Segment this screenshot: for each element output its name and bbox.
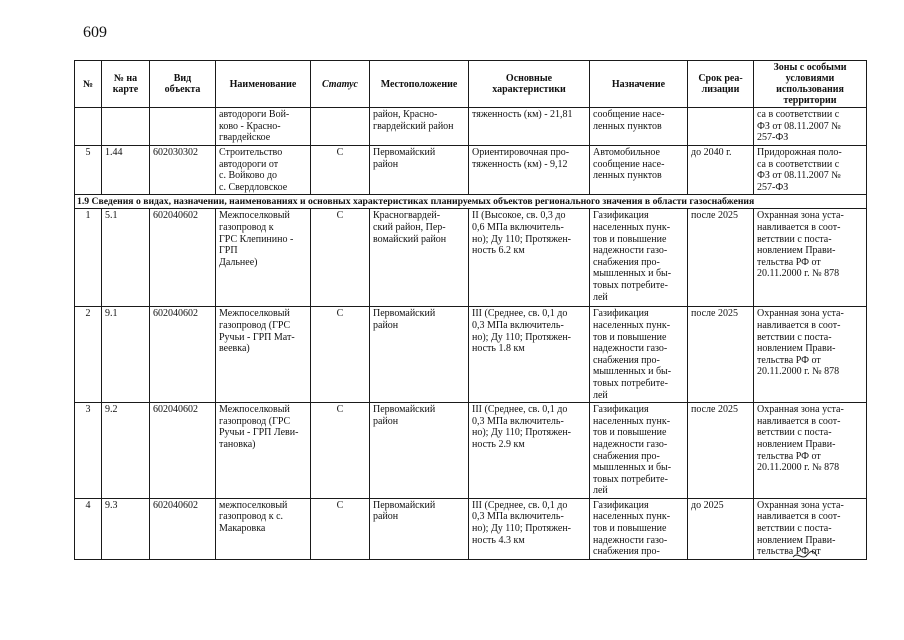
header-no: № [75, 61, 102, 108]
header-characteristics: Основные характеристики [469, 61, 590, 108]
cell-purpose: Газификация населенных пунк- тов и повышение надежности газо- снабжения про- мышленных и бы- товых потребите- лей [590, 403, 688, 499]
cell-status: С [311, 307, 370, 403]
cell-no [75, 108, 102, 146]
cell-characteristics: Ориентировочная про- тяженность (км) - 9,12 [469, 146, 590, 195]
table-header-row [75, 61, 867, 108]
header-term: Срок реа- лизации [688, 61, 754, 108]
cell-name: Межпоселковый газопровод (ГРС Ручьи - ГРП Леви- тановка) [216, 403, 311, 499]
cell-term: до 2040 г. [688, 146, 754, 195]
header-object-type: Вид объекта [150, 61, 216, 108]
cell-status: С [311, 146, 370, 195]
table-row [75, 498, 867, 559]
table-row [75, 403, 867, 499]
cell-name: Межпоселковый газопровод к ГРС Клепинино - ГРП Дальнее) [216, 209, 311, 307]
cell-zones: Придорожная поло- са в соответствии с ФЗ от 08.11.2007 № 257-ФЗ [754, 146, 867, 195]
cell-characteristics: тяженность (км) - 21,81 [469, 108, 590, 146]
cell-purpose: Газификация населенных пунк- тов и повышение надежности газо- снабжения про- мышленных и бы- товых потребите- лей [590, 209, 688, 307]
cell-map-no: 9.3 [102, 498, 150, 559]
cell-no: 5 [75, 146, 102, 195]
cell-map-no: 5.1 [102, 209, 150, 307]
cell-map-no: 9.1 [102, 307, 150, 403]
cell-purpose: Газификация населенных пунк- тов и повышение надежности газо- снабжения про- мышленных и бы- товых потребите- лей [590, 307, 688, 403]
section-heading-row [75, 195, 867, 209]
cell-name: автодороги Вой- ково - Красно- гвардейское [216, 108, 311, 146]
cell-object-type: 602040602 [150, 498, 216, 559]
cell-purpose: Автомобильное сообщение насе- ленных пунктов [590, 146, 688, 195]
cell-zones: Охранная зона уста- навливается в соот- ветствии с поста- новлением Прави- тельства РФ от [754, 498, 867, 559]
cell-name: Строительство автодороги от с. Войково до с. Свердловское [216, 146, 311, 195]
cell-no: 4 [75, 498, 102, 559]
header-zones: Зоны с особыми условиями использования территории [754, 61, 867, 108]
cell-status: С [311, 498, 370, 559]
header-status: Статус [311, 61, 370, 108]
section-title: 1.9 Сведения о видах, назначении, наименованиях и основных характеристиках планируемых объектов регионального значения в области газоснабжения [75, 195, 867, 209]
cell-zones: Охранная зона уста- навливается в соот- ветствии с поста- новлением Прави- тельства РФ от 20.11.2000 г. № 878 [754, 307, 867, 403]
header-map-no: № на карте [102, 61, 150, 108]
header-name: Наименование [216, 61, 311, 108]
cell-characteristics: III (Среднее, св. 0,1 до 0,3 МПа включитель- но); Ду 110; Протяжен- ность 4.3 км [469, 498, 590, 559]
cell-term [688, 108, 754, 146]
table-row [75, 307, 867, 403]
cell-map-no: 1.44 [102, 146, 150, 195]
cell-location: Первомайский район [370, 403, 469, 499]
cell-status: С [311, 403, 370, 499]
cell-map-no: 9.2 [102, 403, 150, 499]
table-row [75, 209, 867, 307]
cell-purpose: сообщение насе- ленных пунктов [590, 108, 688, 146]
cell-object-type: 602040602 [150, 209, 216, 307]
cell-map-no [102, 108, 150, 146]
cell-term: после 2025 [688, 403, 754, 499]
cell-characteristics: III (Среднее, св. 0,1 до 0,3 МПа включитель- но); Ду 110; Протяжен- ность 1.8 км [469, 307, 590, 403]
cell-term: после 2025 [688, 209, 754, 307]
header-purpose: Назначение [590, 61, 688, 108]
cell-object-type: 602040602 [150, 403, 216, 499]
header-location: Местоположение [370, 61, 469, 108]
cell-zones: Охранная зона уста- навливается в соот- ветствии с поста- новлением Прави- тельства РФ от 20.11.2000 г. № 878 [754, 209, 867, 307]
cell-name: межпоселковый газопровод к с. Макаровка [216, 498, 311, 559]
cell-zones: Охранная зона уста- навливается в соот- ветствии с поста- новлением Прави- тельства РФ от 20.11.2000 г. № 878 [754, 403, 867, 499]
cell-term: после 2025 [688, 307, 754, 403]
cell-object-type [150, 108, 216, 146]
cell-location: Первомайский район [370, 498, 469, 559]
cell-term: до 2025 [688, 498, 754, 559]
cell-object-type: 602030302 [150, 146, 216, 195]
page-number: 609 [83, 24, 107, 41]
cell-characteristics: II (Высокое, св. 0,3 до 0,6 МПа включитель- но); Ду 110; Протяжен- ность 6.2 км [469, 209, 590, 307]
cell-location: Красногвардей- ский район, Пер- вомайский район [370, 209, 469, 307]
cell-zones: са в соответствии с ФЗ от 08.11.2007 № 257-ФЗ [754, 108, 867, 146]
cell-location: Первомайский район [370, 146, 469, 195]
cell-purpose: Газификация населенных пунк- тов и повышение надежности газо- снабжения про- [590, 498, 688, 559]
cell-no: 3 [75, 403, 102, 499]
cell-no: 2 [75, 307, 102, 403]
cell-status: С [311, 209, 370, 307]
cell-no: 1 [75, 209, 102, 307]
cell-name: Межпоселковый газопровод (ГРС Ручьи - ГРП Мат- веевка) [216, 307, 311, 403]
cell-location: район, Красно- гвардейский район [370, 108, 469, 146]
planning-objects-table [74, 60, 867, 560]
cell-characteristics: III (Среднее, св. 0,1 до 0,3 МПа включитель- но); Ду 110; Протяжен- ность 2.9 км [469, 403, 590, 499]
table-row [75, 146, 867, 195]
cell-location: Первомайский район [370, 307, 469, 403]
cell-status [311, 108, 370, 146]
cell-object-type: 602040602 [150, 307, 216, 403]
table-row [75, 108, 867, 146]
